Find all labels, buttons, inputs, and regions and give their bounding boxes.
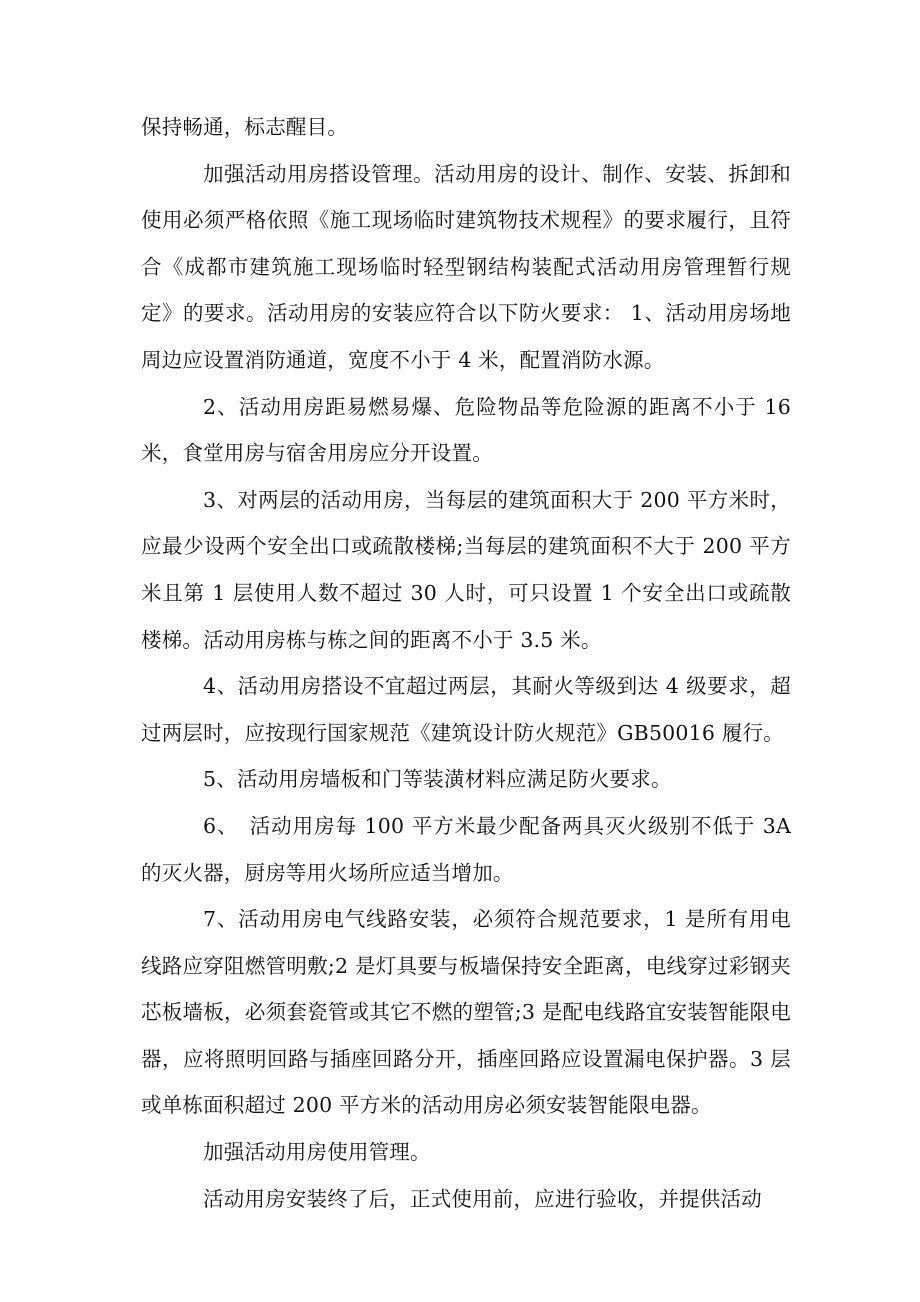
paragraph-6: 5、活动用房墙板和门等装潢材料应满足防火要求。 xyxy=(203,767,672,792)
paragraph-4: 3、对两层的活动用房，当每层的建筑面积大于 200 平方米时，应最少设两个安全出口或疏散楼梯;当每层的建筑面积不大于 200 平方米且第 1 层使用人数不超过 30 人时，可只设置 1 个安全出口或疏散楼梯。活动用房栋与栋之间的距离不小于 3.5 米。 xyxy=(141,487,791,652)
paragraph-8: 7、活动用房电气线路安装，必须符合规范要求，1 是所有用电线路应穿阻燃管明敷;2 是灯具要与板墙保持安全距离，电线穿过彩钢夹芯板墙板，必须套瓷管或其它不燃的塑管;3 是配电线路宜安装智能限电器，应将照明回路与插座回路分开，插座回路应设置漏电保护器。3 层或单栋面积超过 200 平方米的活动用房必须安装智能限电器。 xyxy=(141,907,791,1118)
paragraph-7: 6、 活动用房每 100 平方米最少配备两具灭火级别不低于 3A 的灭火器，厨房等用火场所应适当增加。 xyxy=(141,813,791,885)
paragraph-3: 2、活动用房距易燃易爆、危险物品等危险源的距离不小于 16 米，食堂用房与宿舍用房应分开设置。 xyxy=(141,394,791,466)
paragraph-10: 活动用房安装终了后，正式使用前，应进行验收，并提供活动 xyxy=(203,1186,762,1211)
paragraph-1: 保持畅通，标志醒目。 xyxy=(141,115,348,139)
paragraph-9: 加强活动用房使用管理。 xyxy=(203,1140,431,1165)
document-body xyxy=(141,104,791,1222)
paragraph-2: 加强活动用房搭设管理。活动用房的设计、制作、安装、拆卸和使用必须严格依照《施工现场临时建筑物技术规程》的要求履行，且符合《成都市建筑施工现场临时轻型钢结构装配式活动用房管理暂行规定》的要求。活动用房的安装应符合以下防火要求： 1、活动用房场地周边应设置消防通道，宽度不小于 4 米，配置消防水源。 xyxy=(141,161,791,372)
paragraph-5: 4、活动用房搭设不宜超过两层，其耐火等级到达 4 级要求，超过两层时，应按现行国家规范《建筑设计防火规范》GB50016 履行。 xyxy=(141,674,791,745)
